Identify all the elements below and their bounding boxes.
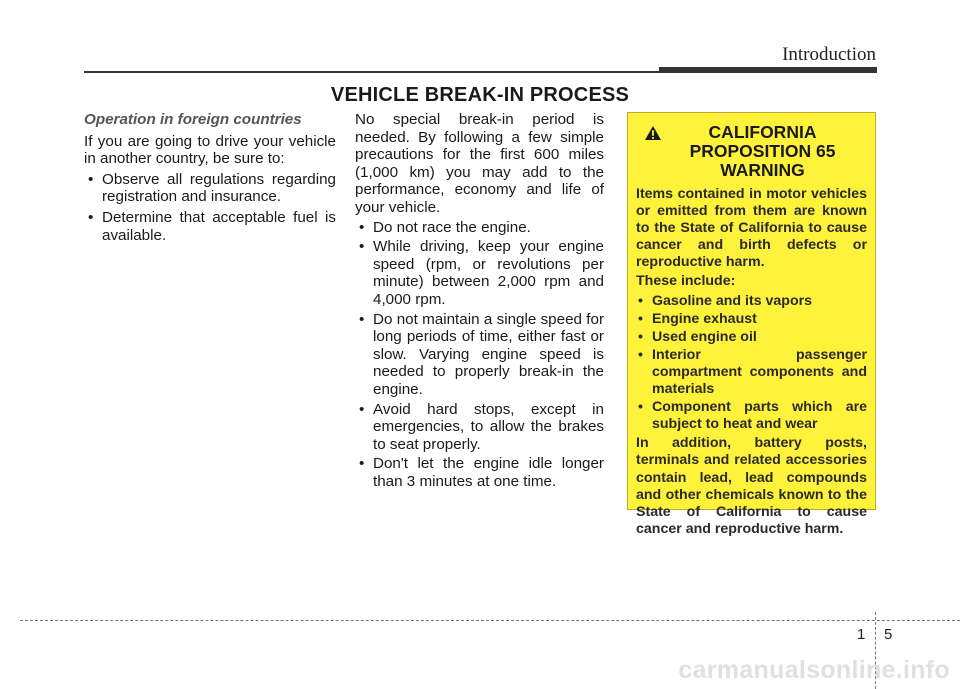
break-in-list — [355, 219, 604, 491]
warning-paragraph: Items contained in motor vehicles or emitted from them are known to the State of California to cause cancer and birth defects or reproductive harm. — [636, 186, 867, 271]
list-item: • Don't let the engine idle longer than 3 minutes at one time. — [355, 455, 604, 490]
break-in-column — [355, 111, 604, 490]
section-title: VEHICLE BREAK-IN PROCESS — [330, 84, 630, 106]
foreign-countries-intro: If you are going to drive your vehicle in another country, be sure to: — [84, 132, 336, 168]
list-item: • Engine exhaust — [636, 311, 867, 328]
header-rule-accent — [659, 67, 877, 73]
list-item: • Observe all regulations regarding registration and insurance. — [84, 171, 336, 206]
warning-title: CALIFORNIA PROPOSITION 65 WARNING — [689, 122, 836, 180]
warning-paragraph: These include: — [636, 273, 736, 290]
warning-body — [636, 186, 867, 538]
list-item: • While driving, keep your engine speed (rpm, or revolutions per minute) between 2,000 rpm and 4,000 rpm. — [355, 238, 604, 308]
foreign-countries-list — [84, 171, 336, 244]
list-item: • Used engine oil — [636, 329, 867, 346]
warning-paragraph: In addition, battery posts, terminals and related accessories contain lead, lead compounds and other chemicals known to the State of California to cause cancer and reproductive harm. — [636, 435, 867, 537]
page-number: 5 — [884, 626, 893, 643]
warning-list — [636, 293, 867, 434]
header-rule — [84, 71, 664, 73]
list-item: • Do not maintain a single speed for long periods of time, either fast or slow. Varying engine speed is needed to properly break-in the engine. — [355, 311, 604, 399]
prop65-warning-box — [627, 112, 876, 537]
list-item: • Gasoline and its vapors — [636, 293, 867, 310]
list-item: • Do not race the engine. — [355, 219, 604, 237]
foreign-countries-subhead: Operation in foreign countries — [84, 111, 302, 128]
foreign-countries-column — [84, 111, 336, 244]
list-item: • Component parts which are subject to heat and wear — [636, 399, 867, 433]
chapter-number: 1 — [857, 626, 866, 643]
list-item: • Determine that acceptable fuel is available. — [84, 209, 336, 244]
warning-triangle-icon — [644, 125, 662, 141]
list-item: • Interior passenger compartment components and materials — [636, 347, 867, 398]
header-title: Introduction — [782, 44, 876, 65]
break-in-intro: No special break-in period is needed. By following a few simple precautions for the first 600 miles (1,000 km) you may add to the performance, economy and life of your vehicle. — [355, 111, 604, 216]
watermark: carmanualsonline.info — [678, 656, 950, 684]
list-item: • Avoid hard stops, except in emergencies, to allow the brakes to seat properly. — [355, 401, 604, 454]
footer-divider — [20, 620, 960, 621]
warning-heading — [636, 123, 867, 180]
